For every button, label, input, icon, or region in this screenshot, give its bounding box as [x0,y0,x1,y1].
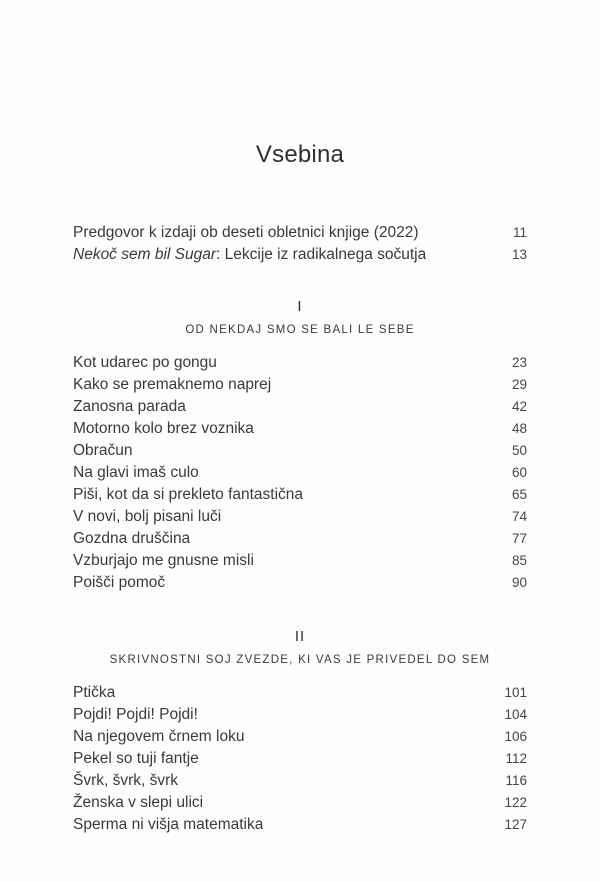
part-numeral: I [297,298,303,315]
toc-entry-title: Poišči pomoč [73,574,166,591]
toc-entry-page-number: 106 [504,729,527,744]
toc-entry-title: Na njegovem črnem loku [73,728,245,745]
toc-entry-title: V novi, bolj pisani luči [73,508,222,525]
toc-entry[interactable] [73,506,527,528]
dot-leader [264,826,501,827]
toc-entry[interactable] [73,484,527,506]
toc-entry-title: Pojdi! Pojdi! Pojdi! [73,706,198,723]
dot-leader [200,760,502,761]
toc-entry[interactable] [73,814,527,836]
toc-entry[interactable] [73,792,527,814]
page-title: Vsebina [255,141,345,168]
toc-entry-page-number: 23 [511,355,527,370]
dot-leader [204,804,501,805]
dot-leader [222,518,502,519]
toc-entry-page-number: 50 [511,443,527,458]
dot-leader [218,364,502,365]
toc-entry[interactable] [73,374,527,396]
part-title: SKRIVNOSTNI SOJ ZVEZDE, KI VAS JE PRIVEDEL DO SEM [109,654,491,666]
dot-leader [427,256,502,257]
toc-entry-title: Piši, kot da si prekleto fantastična [73,486,304,503]
dot-leader [179,782,502,783]
dot-leader [133,452,502,453]
toc-entry[interactable] [73,418,527,440]
toc-entry[interactable] [73,244,527,266]
dot-leader [245,738,501,739]
dot-leader [191,540,502,541]
toc-entry[interactable] [73,222,527,244]
part-entry-list [73,682,527,836]
toc-entry[interactable] [73,528,527,550]
toc-entry-page-number: 77 [511,531,527,546]
dot-leader [199,716,502,717]
toc-entry[interactable] [73,682,527,704]
toc-entry-page-number: 60 [511,465,527,480]
toc-entry[interactable] [73,440,527,462]
toc-entry-title: Sperma ni višja matematika [73,816,264,833]
part-divider [0,628,600,668]
dot-leader [272,386,502,387]
toc-entry-page-number: 11 [512,225,527,240]
dot-leader [304,496,502,497]
toc-entry[interactable] [73,572,527,594]
part-title: OD NEKDAJ SMO SE BALI LE SEBE [185,324,415,336]
toc-entry-title: Švrk, švrk, švrk [73,772,179,789]
dot-leader [187,408,502,409]
part-numeral: II [294,628,306,645]
toc-entry-title: Ptička [73,684,116,701]
toc-entry-page-number: 104 [504,707,527,722]
toc-entry[interactable] [73,396,527,418]
toc-entry-page-number: 29 [511,377,527,392]
toc-entry[interactable] [73,726,527,748]
toc-entry-title [73,244,426,266]
toc-entry-title: Vzburjajo me gnusne misli [73,552,254,569]
toc-entry[interactable] [73,550,527,572]
toc-entry-page-number: 48 [511,421,527,436]
toc-entry-page-number: 85 [511,553,527,568]
toc-entry[interactable] [73,704,527,726]
toc-entry-title-rest: : Lekcije iz radikalnega sočutja [216,246,427,263]
toc-entry-title: Pekel so tuji fantje [73,750,199,767]
toc-entry[interactable] [73,770,527,792]
toc-entry[interactable] [73,748,527,770]
dot-leader [420,234,502,235]
toc-entry-page-number: 42 [511,399,527,414]
dot-leader [166,584,502,585]
toc-entry-page-number: 116 [505,773,527,788]
dot-leader [255,562,502,563]
part-divider [0,298,600,338]
toc-entry-page-number: 13 [511,247,527,262]
dot-leader [116,694,501,695]
toc-entry-title: Gozdna druščina [73,530,191,547]
toc-entry-page-number: 65 [511,487,527,502]
front-matter-entry-list [73,222,527,266]
toc-entry-page-number: 101 [504,685,527,700]
toc-entry-title: Motorno kolo brez voznika [73,420,254,437]
toc-entry-page-number: 90 [511,575,527,590]
toc-entry[interactable] [73,352,527,374]
toc-entry-title-italic: Nekoč sem bil Sugar [73,246,217,263]
toc-entry-title: Obračun [73,442,133,459]
parts-container [0,298,600,836]
toc-entry-page-number: 112 [505,751,527,766]
dot-leader [255,430,502,431]
toc-entry-title: Kot udarec po gongu [73,354,217,371]
toc-entry-title: Ženska v slepi ulici [73,794,204,811]
toc-entry-title: Predgovor k izdaji ob deseti obletnici knjige (2022) [73,224,419,241]
toc-entry-title: Na glavi imaš culo [73,464,199,481]
toc-entry-page-number: 122 [504,795,527,810]
toc-entry-page-number: 127 [504,817,527,832]
dot-leader [200,474,502,475]
toc-entry-title: Kako se premaknemo naprej [73,376,272,393]
toc-entry[interactable] [73,462,527,484]
toc-entry-page-number: 74 [511,509,527,524]
part-entry-list [73,352,527,594]
toc-entry-title: Zanosna parada [73,398,186,415]
